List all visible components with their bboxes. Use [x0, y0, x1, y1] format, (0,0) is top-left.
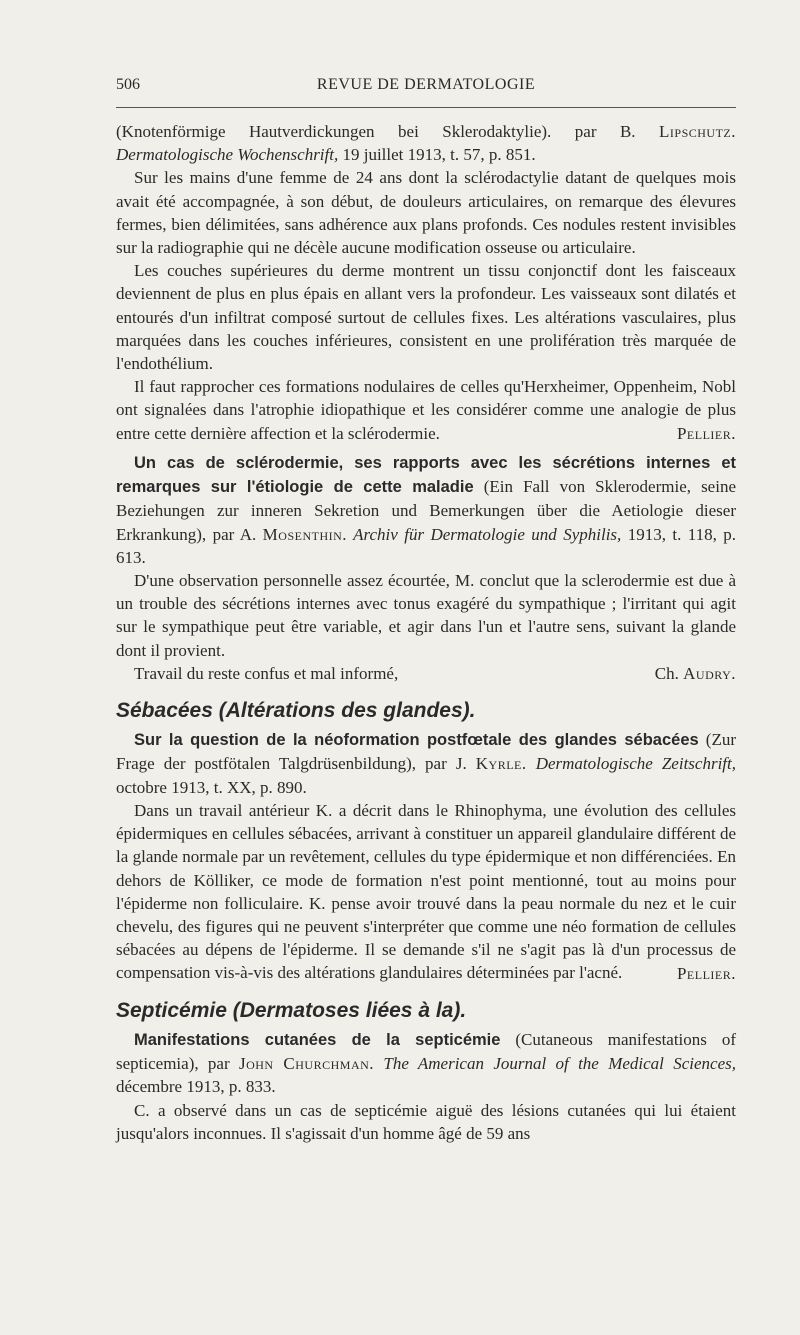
article-1-paragraph: Sur les mains d'une femme de 24 ans dont la sclérodactylie datant de quelques mois avait été accompagnée, à son début, de douleurs articulaires, on remarque des élevures fermes, bien délimitées, sans adhérence aux plans profonds. Ces nodules restent invisibles sur la radiographie qui ne décèle aucune modification osseuse ou articulaire.	[116, 168, 736, 258]
article-1-paragraph: Les couches supérieures du derme montrent un tissu conjonctif dont les faisceaux deviennent de plus en plus épais en allant vers la profondeur. Les vaisseaux sont dilatés et entourés d'un infiltrat composé surtout de cellules fixes. Les altérations vasculaires, plus marquées dans les couches inférieures, consistent en une prolifération très marquée de l'endothélium.	[116, 261, 736, 374]
article-3-signature: Pellier.	[676, 963, 736, 983]
section-heading: Sébacées (Altérations des glandes).	[116, 699, 476, 723]
running-title: REVUE DE DERMATOLOGIE	[316, 76, 536, 93]
page	[116, 68, 736, 1143]
article-1-signature: Pellier.	[676, 423, 736, 443]
article-4-paragraph: C. a observé dans un cas de septicémie aiguë des lésions cutanées qui lui étaient jusqu'alors inconnues. Il s'agissait d'un homme âgé de 59 ans	[116, 1100, 736, 1143]
page-content	[116, 120, 736, 1145]
article-1-paragraph: Il faut rapprocher ces formations nodulaires de celles qu'Herxheimer, Oppenheim, Nobl ont signalées dans l'atrophie idiopathique et les considérer comme une analogie de plus entre cette dernière affection et la sclérodermie.	[116, 377, 736, 443]
article-4-citation: Manifestations cutanées de la septicémie (Cutaneous manifestations of septicemia), par John Churchman. The American Journal of the Medical Sciences, décembre 1913, p. 833.	[116, 1029, 736, 1097]
header-rule	[116, 107, 736, 108]
article-2-citation: Un cas de sclérodermie, ses rapports avec les sécrétions internes et remarques sur l'étiologie de cette maladie (Ein Fall von Sklerodermie, seine Beziehungen zur inneren Sekretion und Bemerkungen über die Aetiologie dieser Erkrankung), par A. Mosenthin. Archiv für Dermatologie und Syphilis, 1913, t. 118, p. 613.	[116, 454, 736, 567]
page-header	[116, 68, 736, 98]
section-heading: Septicémie (Dermatoses liées à la).	[116, 998, 467, 1022]
article-3-citation: Sur la question de la néoformation postfœtale des glandes sébacées (Zur Frage der postfötalen Talgdrüsenbildung), par J. Kyrle. Dermatologische Zeitschrift, octobre 1913, t. XX, p. 890.	[116, 730, 736, 797]
article-2-closing: Travail du reste confus et mal informé, Ch. Audry.	[134, 663, 736, 683]
article-2-paragraph: D'une observation personnelle assez écourtée, M. conclut que la sclerodermie est due à un trouble des sécrétions internes avec tonus exagéré du sympathique ; l'irritant qui agit sur le sympathique peut être variable, et agir dans l'un et l'autre sens, suivant la glande dont il provient.	[116, 571, 736, 660]
article-1-citation: (Knotenförmige Hautverdickungen bei Sklerodaktylie). par B. Lipschutz. Dermatologische Wochenschrift, 19 juillet 1913, t. 57, p. 851.	[116, 122, 736, 165]
page-number: 506	[116, 76, 140, 93]
article-3-paragraph: Dans un travail antérieur K. a décrit dans le Rhinophyma, une évolution des cellules épidermiques en cellules sébacées, arrivant à constituer un appareil glandulaire différent de la glande normale par un revêtement, cellules du type épidermique et non différenciées. En dehors de Kölliker, ce mode de formation n'est point mentionné, tout au moins pour l'épiderme non folliculaire. K. pense avoir trouvé dans la peau normale du nez et le cuir chevelu, des figures qui ne peuvent s'interpréter que comme une néo formation de cellules sébacées au dépens de l'épiderme. Il se demande s'il ne s'agit pas là d'un processus de compensation vis-à-vis des altérations glandulaires déterminées par l'acné.	[116, 800, 736, 983]
